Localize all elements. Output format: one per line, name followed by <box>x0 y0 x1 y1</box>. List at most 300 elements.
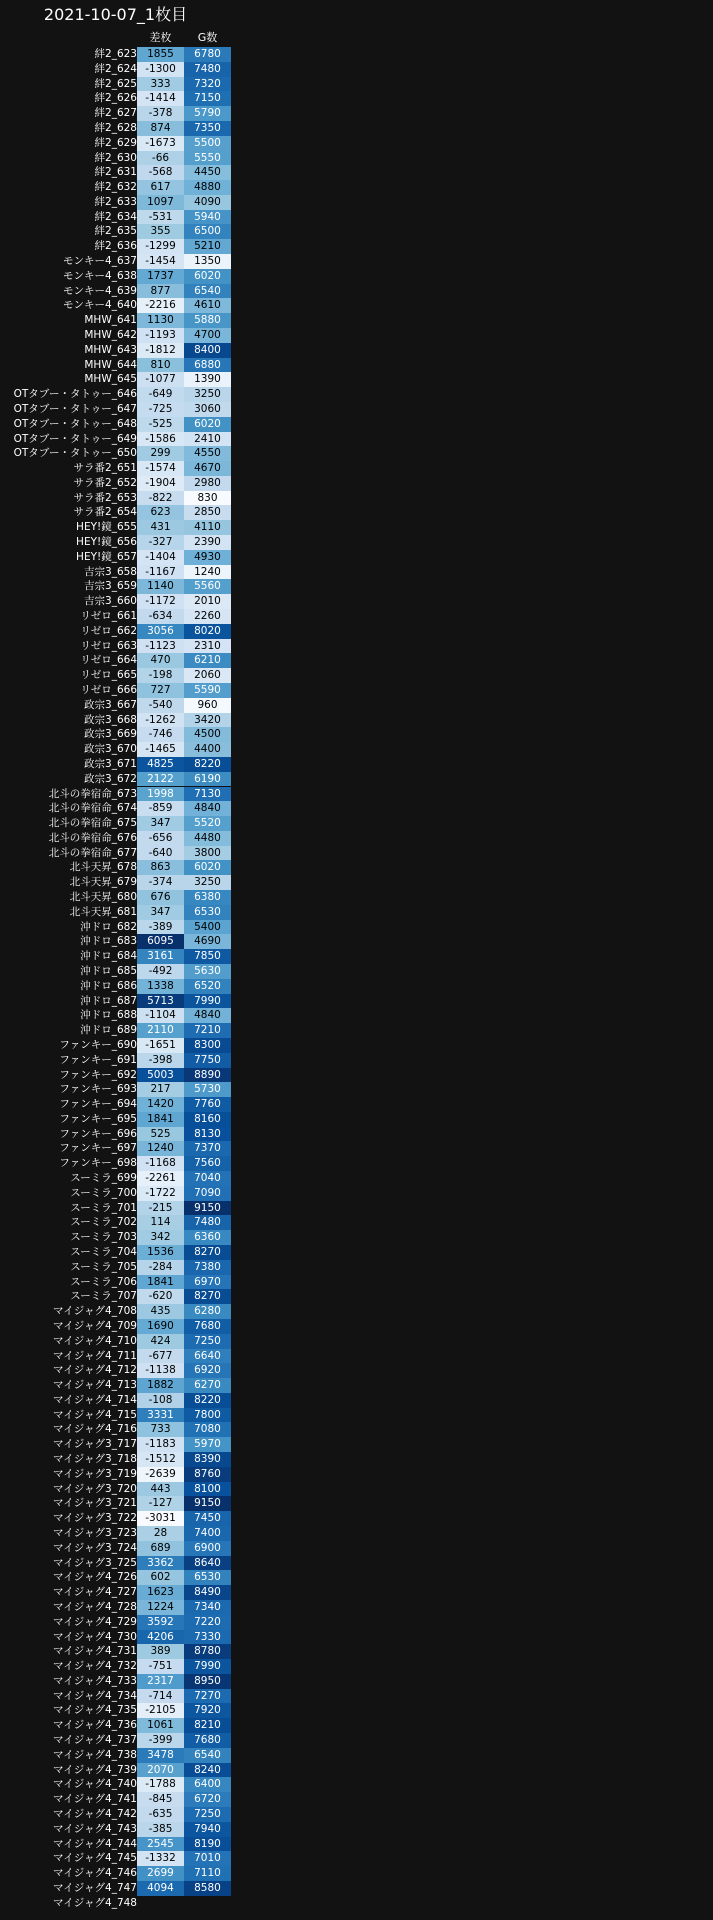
diff-cell: 470 <box>137 653 184 668</box>
row-label: 絆2_630 <box>94 151 137 164</box>
g-cell: 3060 <box>184 402 231 417</box>
g-cell: 5940 <box>184 210 231 225</box>
row-label: 政宗3_672 <box>84 772 137 785</box>
diff-cell: 299 <box>137 446 184 461</box>
g-cell: 1240 <box>184 565 231 580</box>
diff-cell: 1998 <box>137 787 184 802</box>
g-cell: 7680 <box>184 1319 231 1334</box>
g-cell: 7270 <box>184 1689 231 1704</box>
row-label: マイジャグ4_740 <box>52 1778 137 1791</box>
diff-cell: -751 <box>137 1659 184 1674</box>
g-cell: 6500 <box>184 224 231 239</box>
diff-cell: 1690 <box>137 1319 184 1334</box>
row-label: 沖ドロ_685 <box>80 964 137 977</box>
row-label: 北斗の拳宿命_674 <box>48 802 137 815</box>
row-label: MHW_641 <box>84 314 137 327</box>
row-label: ファンキー_696 <box>59 1127 137 1140</box>
diff-cell: -2105 <box>137 1703 184 1718</box>
g-cell: 3250 <box>184 387 231 402</box>
row-label: 吉宗3_660 <box>84 595 137 608</box>
g-cell: 8130 <box>184 1127 231 1142</box>
diff-cell: -568 <box>137 165 184 180</box>
diff-cell: 1338 <box>137 979 184 994</box>
diff-cell: -649 <box>137 387 184 402</box>
g-cell: 6720 <box>184 1792 231 1807</box>
g-cell: 7380 <box>184 1260 231 1275</box>
row-label: スーミラ_705 <box>70 1260 137 1273</box>
g-cell: 6270 <box>184 1378 231 1393</box>
diff-cell: 1420 <box>137 1097 184 1112</box>
row-label: 北斗天昇_679 <box>69 876 137 889</box>
diff-cell: -1183 <box>137 1437 184 1452</box>
diff-cell: 4094 <box>137 1881 184 1896</box>
g-cell: 2010 <box>184 594 231 609</box>
g-cell: 5880 <box>184 313 231 328</box>
row-label: ファンキー_693 <box>59 1083 137 1096</box>
row-label: リゼロ_663 <box>80 639 137 652</box>
g-cell: 8950 <box>184 1674 231 1689</box>
diff-cell: 1841 <box>137 1112 184 1127</box>
g-cell: 7320 <box>184 77 231 92</box>
row-label: スーミラ_707 <box>70 1290 137 1303</box>
g-cell: 2260 <box>184 609 231 624</box>
row-label: マイジャグ3_720 <box>52 1482 137 1495</box>
g-cell: 8270 <box>184 1245 231 1260</box>
row-label: 北斗の拳宿命_675 <box>48 817 137 830</box>
g-cell: 7480 <box>184 62 231 77</box>
row-label: 政宗3_671 <box>84 757 137 770</box>
g-cell: 6020 <box>184 269 231 284</box>
row-label: マイジャグ4_709 <box>52 1319 137 1332</box>
row-label: マイジャグ3_722 <box>52 1512 137 1525</box>
diff-cell: -1414 <box>137 91 184 106</box>
g-cell: 7850 <box>184 949 231 964</box>
diff-cell: 424 <box>137 1334 184 1349</box>
row-label: スーミラ_702 <box>70 1216 137 1229</box>
row-label: 北斗の拳宿命_677 <box>48 846 137 859</box>
g-cell: 7750 <box>184 1053 231 1068</box>
g-cell: 5400 <box>184 920 231 935</box>
g-cell: 5560 <box>184 579 231 594</box>
row-label: マイジャグ4_744 <box>52 1837 137 1850</box>
diff-cell: -2261 <box>137 1171 184 1186</box>
g-cell: 8640 <box>184 1556 231 1571</box>
row-label: マイジャグ4_747 <box>52 1881 137 1894</box>
row-label: マイジャグ3_724 <box>52 1541 137 1554</box>
diff-cell: 877 <box>137 284 184 299</box>
diff-cell: -1586 <box>137 432 184 447</box>
row-label: マイジャグ4_731 <box>52 1645 137 1658</box>
row-label: マイジャグ4_726 <box>52 1571 137 1584</box>
g-cell: 7800 <box>184 1408 231 1423</box>
row-label: スーミラ_701 <box>70 1201 137 1214</box>
row-label: 政宗3_670 <box>84 743 137 756</box>
g-cell: 7480 <box>184 1215 231 1230</box>
g-cell: 4930 <box>184 550 231 565</box>
g-cell: 7450 <box>184 1511 231 1526</box>
g-cell: 4450 <box>184 165 231 180</box>
g-cell: 5520 <box>184 816 231 831</box>
row-label: リゼロ_664 <box>80 654 137 667</box>
g-cell: 7990 <box>184 994 231 1009</box>
row-label: OTタブー・タトゥー_646 <box>13 388 137 401</box>
row-label: 沖ドロ_686 <box>80 979 137 992</box>
g-cell: 7250 <box>184 1334 231 1349</box>
diff-cell: -284 <box>137 1260 184 1275</box>
row-label: マイジャグ4_713 <box>52 1379 137 1392</box>
g-cell: 7940 <box>184 1822 231 1837</box>
g-cell: 7090 <box>184 1186 231 1201</box>
diff-cell: 874 <box>137 121 184 136</box>
g-cell: 6280 <box>184 1304 231 1319</box>
diff-cell: 2699 <box>137 1866 184 1881</box>
g-cell: 7010 <box>184 1851 231 1866</box>
g-cell: 6920 <box>184 1363 231 1378</box>
row-label: マイジャグ3_718 <box>52 1453 137 1466</box>
g-cell: 5970 <box>184 1437 231 1452</box>
row-label: ファンキー_694 <box>59 1098 137 1111</box>
row-label: マイジャグ4_739 <box>52 1763 137 1776</box>
row-label: OTタブー・タトゥー_647 <box>13 402 137 415</box>
diff-cell: -66 <box>137 151 184 166</box>
g-cell: 6020 <box>184 417 231 432</box>
diff-cell: -327 <box>137 535 184 550</box>
row-label: OTタブー・タトゥー_648 <box>13 417 137 430</box>
g-cell: 6900 <box>184 1541 231 1556</box>
diff-cell: 3478 <box>137 1748 184 1763</box>
row-label: マイジャグ4_711 <box>52 1349 137 1362</box>
diff-cell: -1104 <box>137 1008 184 1023</box>
diff-cell: 355 <box>137 224 184 239</box>
diff-cell: -1722 <box>137 1186 184 1201</box>
diff-cell: 435 <box>137 1304 184 1319</box>
g-cell: 2980 <box>184 476 231 491</box>
diff-cell: -640 <box>137 846 184 861</box>
diff-cell: -1167 <box>137 565 184 580</box>
g-cell: 8390 <box>184 1452 231 1467</box>
g-cell: 4700 <box>184 328 231 343</box>
g-cell: 6780 <box>184 47 231 62</box>
diff-cell: -1904 <box>137 476 184 491</box>
diff-cell: -378 <box>137 106 184 121</box>
g-cell: 7350 <box>184 121 231 136</box>
g-cell: 6400 <box>184 1777 231 1792</box>
diff-cell: 617 <box>137 180 184 195</box>
row-label: マイジャグ4_727 <box>52 1586 137 1599</box>
g-cell: 2310 <box>184 639 231 654</box>
diff-cell: 114 <box>137 1215 184 1230</box>
row-label: マイジャグ4_708 <box>52 1305 137 1318</box>
row-label: HEY!鏡_657 <box>76 550 137 563</box>
diff-cell: 5713 <box>137 994 184 1009</box>
g-cell: 7210 <box>184 1023 231 1038</box>
diff-cell: 1882 <box>137 1378 184 1393</box>
g-cell: 7150 <box>184 91 231 106</box>
row-label: MHW_643 <box>84 343 137 356</box>
g-cell: 7400 <box>184 1526 231 1541</box>
g-cell: 7560 <box>184 1156 231 1171</box>
diff-cell: -1812 <box>137 343 184 358</box>
diff-cell: -677 <box>137 1349 184 1364</box>
row-label: 吉宗3_658 <box>84 565 137 578</box>
row-label: HEY!鏡_656 <box>76 536 137 549</box>
g-cell: 6520 <box>184 979 231 994</box>
row-label: スーミラ_706 <box>70 1275 137 1288</box>
g-cell: 4610 <box>184 298 231 313</box>
row-label: サラ番2_654 <box>73 506 137 519</box>
row-label: 北斗天昇_681 <box>69 905 137 918</box>
diff-cell: 431 <box>137 520 184 535</box>
diff-cell: 1855 <box>137 47 184 62</box>
diff-cell: 1841 <box>137 1275 184 1290</box>
row-label: 絆2_626 <box>94 92 137 105</box>
g-cell: 8160 <box>184 1112 231 1127</box>
g-cell: 4480 <box>184 831 231 846</box>
diff-cell: 1240 <box>137 1141 184 1156</box>
row-label: ファンキー_695 <box>59 1112 137 1125</box>
row-label: マイジャグ4_729 <box>52 1615 137 1628</box>
panel-title: 2021-10-07_1枚目 <box>43 5 188 24</box>
diff-cell: -3031 <box>137 1511 184 1526</box>
row-label: マイジャグ4_716 <box>52 1423 137 1436</box>
row-label: 沖ドロ_688 <box>80 1009 137 1022</box>
g-cell: 2410 <box>184 432 231 447</box>
g-cell: 8580 <box>184 1881 231 1896</box>
g-cell: 6640 <box>184 1349 231 1364</box>
diff-cell: 727 <box>137 683 184 698</box>
row-label: マイジャグ4_710 <box>52 1334 137 1347</box>
row-label: 絆2_623 <box>94 48 137 60</box>
diff-cell: 810 <box>137 358 184 373</box>
g-cell: 8490 <box>184 1585 231 1600</box>
row-label: 沖ドロ_689 <box>80 1024 137 1037</box>
row-label: 沖ドロ_682 <box>80 920 137 933</box>
heatmap-panel-1 <box>0 0 231 1920</box>
g-cell: 830 <box>184 491 231 506</box>
row-label: 絆2_634 <box>94 210 137 223</box>
g-cell: 1350 <box>184 254 231 269</box>
g-cell: 6970 <box>184 1275 231 1290</box>
diff-cell: -127 <box>137 1496 184 1511</box>
row-label: 絆2_625 <box>94 77 137 90</box>
diff-cell: 2545 <box>137 1837 184 1852</box>
diff-cell: -2639 <box>137 1467 184 1482</box>
g-cell: 6210 <box>184 653 231 668</box>
diff-cell: 4206 <box>137 1630 184 1645</box>
diff-cell: -620 <box>137 1289 184 1304</box>
g-cell: 8020 <box>184 624 231 639</box>
g-cell: 2850 <box>184 505 231 520</box>
row-label: 絆2_628 <box>94 121 137 134</box>
row-label: マイジャグ4_742 <box>52 1808 137 1820</box>
g-cell: 2060 <box>184 668 231 683</box>
row-label: ファンキー_692 <box>59 1068 137 1081</box>
g-cell: 4090 <box>184 195 231 210</box>
row-label: 沖ドロ_684 <box>80 950 137 963</box>
diff-cell: -1332 <box>137 1851 184 1866</box>
diff-cell: -398 <box>137 1053 184 1068</box>
diff-cell: -656 <box>137 831 184 846</box>
row-label: リゼロ_661 <box>80 610 137 623</box>
diff-cell: -399 <box>137 1733 184 1748</box>
g-cell: 8760 <box>184 1467 231 1482</box>
row-label: マイジャグ4_732 <box>52 1660 137 1673</box>
row-label: リゼロ_666 <box>80 683 137 696</box>
row-label: マイジャグ4_745 <box>52 1852 137 1865</box>
diff-cell: 676 <box>137 890 184 905</box>
diff-cell: -1138 <box>137 1363 184 1378</box>
row-label: MHW_644 <box>84 358 137 371</box>
diff-cell: -108 <box>137 1393 184 1408</box>
g-cell: 7370 <box>184 1141 231 1156</box>
diff-cell: 602 <box>137 1570 184 1585</box>
diff-cell: 6095 <box>137 934 184 949</box>
diff-cell: -1193 <box>137 328 184 343</box>
row-label: 北斗の拳宿命_676 <box>48 831 137 844</box>
diff-cell: -1168 <box>137 1156 184 1171</box>
g-cell: 4840 <box>184 801 231 816</box>
row-label: 沖ドロ_683 <box>80 935 137 948</box>
diff-cell: 1737 <box>137 269 184 284</box>
diff-cell: 389 <box>137 1644 184 1659</box>
diff-cell: -725 <box>137 402 184 417</box>
row-label: マイジャグ3_725 <box>52 1556 137 1569</box>
diff-cell: 443 <box>137 1482 184 1497</box>
g-cell: 8210 <box>184 1718 231 1733</box>
diff-cell: -1123 <box>137 639 184 654</box>
diff-cell: -525 <box>137 417 184 432</box>
row-label: マイジャグ4_741 <box>52 1793 137 1806</box>
row-label: マイジャグ4_746 <box>52 1867 137 1880</box>
row-label: マイジャグ3_719 <box>52 1467 137 1480</box>
row-label: マイジャグ4_735 <box>52 1704 137 1717</box>
row-label: OTタブー・タトゥー_650 <box>13 447 137 460</box>
row-label: マイジャグ4_734 <box>52 1689 137 1702</box>
g-cell: 3250 <box>184 875 231 890</box>
g-cell: 4110 <box>184 520 231 535</box>
diff-cell: 28 <box>137 1526 184 1541</box>
row-label: 絆2_632 <box>94 181 137 194</box>
row-label: 政宗3_667 <box>84 698 137 711</box>
g-cell: 4840 <box>184 1008 231 1023</box>
g-cell: 5210 <box>184 239 231 254</box>
row-label: モンキー4_638 <box>63 269 137 282</box>
diff-cell: -1077 <box>137 372 184 387</box>
g-cell: 8270 <box>184 1289 231 1304</box>
diff-cell: -492 <box>137 964 184 979</box>
g-cell: 6020 <box>184 860 231 875</box>
diff-cell: 3592 <box>137 1615 184 1630</box>
diff-cell: -1651 <box>137 1038 184 1053</box>
g-cell: 7330 <box>184 1630 231 1645</box>
g-cell: 7110 <box>184 1866 231 1881</box>
g-cell: 8400 <box>184 343 231 358</box>
row-label: モンキー4_640 <box>63 299 137 312</box>
diff-cell: 5003 <box>137 1068 184 1083</box>
row-label: サラ番2_653 <box>73 491 137 504</box>
row-label: 絆2_624 <box>94 62 137 75</box>
diff-cell: -1574 <box>137 461 184 476</box>
g-cell: 8240 <box>184 1763 231 1778</box>
g-cell: 6540 <box>184 1748 231 1763</box>
g-cell: 8780 <box>184 1644 231 1659</box>
g-cell: 7990 <box>184 1659 231 1674</box>
diff-cell: -1512 <box>137 1452 184 1467</box>
g-cell: 7920 <box>184 1703 231 1718</box>
diff-cell: 347 <box>137 905 184 920</box>
diff-cell: 4825 <box>137 757 184 772</box>
diff-cell: -822 <box>137 491 184 506</box>
g-cell: 8220 <box>184 1393 231 1408</box>
g-cell: 4400 <box>184 742 231 757</box>
diff-cell: -859 <box>137 801 184 816</box>
row-label: ファンキー_690 <box>59 1038 137 1051</box>
g-cell: 8220 <box>184 757 231 772</box>
row-label: MHW_642 <box>84 329 137 341</box>
diff-cell: 1130 <box>137 313 184 328</box>
diff-cell: -374 <box>137 875 184 890</box>
diff-cell: -385 <box>137 1822 184 1837</box>
g-cell: 5550 <box>184 151 231 166</box>
diff-cell: -389 <box>137 920 184 935</box>
row-label: マイジャグ3_723 <box>52 1527 137 1539</box>
row-label: 北斗の拳宿命_673 <box>48 787 137 800</box>
row-label: サラ番2_652 <box>73 476 137 489</box>
g-cell: 5630 <box>184 964 231 979</box>
diff-cell: 3056 <box>137 624 184 639</box>
g-cell: 6360 <box>184 1230 231 1245</box>
diff-cell: 342 <box>137 1230 184 1245</box>
diff-cell: 1224 <box>137 1600 184 1615</box>
row-label: スーミラ_700 <box>70 1186 137 1199</box>
row-label: 絆2_636 <box>94 240 137 253</box>
g-cell: 4880 <box>184 180 231 195</box>
diff-cell: 1097 <box>137 195 184 210</box>
diff-cell: -1300 <box>137 62 184 77</box>
row-label: 絆2_627 <box>94 107 137 120</box>
g-cell: 8300 <box>184 1038 231 1053</box>
diff-cell: 217 <box>137 1082 184 1097</box>
g-cell: 8890 <box>184 1068 231 1083</box>
g-cell: 5790 <box>184 106 231 121</box>
diff-cell: -1404 <box>137 550 184 565</box>
row-label: マイジャグ4_712 <box>52 1364 137 1377</box>
g-cell: 6530 <box>184 1570 231 1585</box>
g-cell: 1390 <box>184 372 231 387</box>
row-label: マイジャグ4_748 <box>52 1896 137 1909</box>
diff-cell: -1172 <box>137 594 184 609</box>
g-cell: 5730 <box>184 1082 231 1097</box>
diff-cell: 3161 <box>137 949 184 964</box>
row-label: マイジャグ4_743 <box>52 1822 137 1835</box>
row-label: マイジャグ4_730 <box>52 1630 137 1643</box>
row-label: マイジャグ3_717 <box>52 1438 137 1451</box>
diff-cell: 347 <box>137 816 184 831</box>
row-label: ファンキー_691 <box>59 1053 137 1066</box>
diff-cell: 3362 <box>137 1556 184 1571</box>
g-cell: 8100 <box>184 1482 231 1497</box>
diff-cell: 2070 <box>137 1763 184 1778</box>
diff-cell: 1140 <box>137 579 184 594</box>
row-label: 絆2_635 <box>94 225 137 238</box>
g-cell: 7220 <box>184 1615 231 1630</box>
g-cell: 9150 <box>184 1201 231 1216</box>
g-cell: 6380 <box>184 890 231 905</box>
row-label: MHW_645 <box>84 373 137 386</box>
row-label: マイジャグ3_721 <box>52 1497 137 1510</box>
row-label: マイジャグ4_737 <box>52 1734 137 1747</box>
g-cell: 7680 <box>184 1733 231 1748</box>
